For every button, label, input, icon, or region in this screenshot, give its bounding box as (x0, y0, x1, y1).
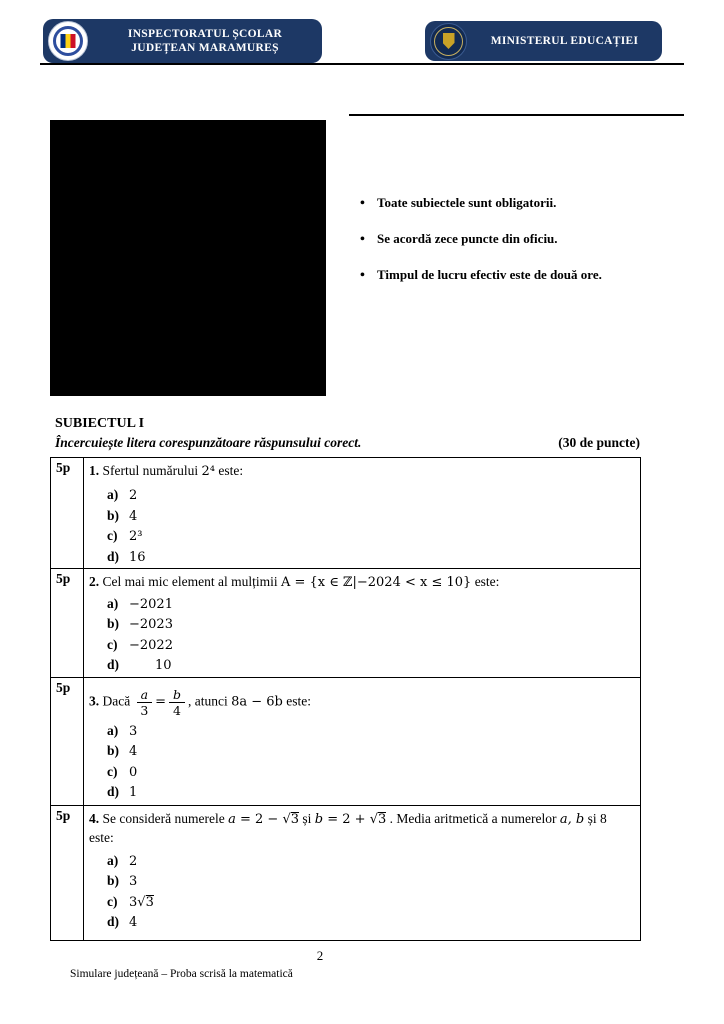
option-value: 2 (129, 853, 138, 869)
radicand: 3 (290, 811, 300, 827)
answer-options (107, 852, 634, 932)
option-letter: a) (107, 487, 119, 502)
option-letter: a) (107, 852, 119, 868)
math-expression: 2⁴ (201, 464, 215, 479)
option-letter: c) (107, 636, 118, 652)
section-instruction: Încercuiește litera corespunzătoare răspunsului corect. (55, 435, 362, 450)
answer-option (107, 636, 634, 654)
radical-sign: √ (282, 811, 291, 827)
answer-option (107, 742, 634, 760)
answer-options (107, 722, 634, 802)
exam-rules-list (360, 193, 672, 301)
math-expression: A = {x ∈ ℤ|−2024 < x ≤ 10} (280, 575, 472, 590)
answer-option (107, 722, 634, 740)
exam-rule-item: • Se acordă zece puncte din oficiu. (360, 229, 672, 250)
exam-rule-item: • Timpul de lucru efectiv este de două ore. (360, 265, 672, 286)
answer-options (107, 486, 634, 566)
inspectorate-name (88, 27, 322, 55)
option-value: 16 (129, 549, 146, 565)
fraction-numerator: a (137, 688, 152, 703)
math-variable: a, b (559, 811, 585, 827)
government-logo-icon (430, 23, 467, 60)
answer-option (107, 656, 634, 674)
answer-option (107, 507, 634, 525)
section-heading (55, 414, 640, 452)
answer-option (107, 893, 634, 911)
romanian-flag-icon (61, 34, 76, 48)
option-value: 3 (129, 874, 138, 889)
header-divider (40, 63, 684, 65)
option-value: 1 (129, 785, 138, 800)
answer-option (107, 852, 634, 870)
radicand: 3 (145, 894, 154, 910)
question-row-4 (51, 805, 641, 940)
answer-option (107, 913, 634, 931)
question-number: 2. (89, 574, 100, 589)
question-number: 1. (89, 463, 100, 478)
option-letter: a) (107, 722, 119, 738)
radical-sign: √ (137, 894, 146, 910)
inspectorate-logo-icon (48, 21, 88, 61)
points-cell: 5p (51, 677, 84, 805)
answer-option (107, 527, 634, 545)
points-cell: 5p (51, 805, 84, 940)
option-value: 2 (129, 488, 138, 503)
question-number: 4. (89, 810, 100, 826)
inspectorate-name-line1: INSPECTORATUL ȘCOLAR (127, 28, 283, 40)
option-value: 3√3 (129, 894, 154, 910)
option-letter: d) (107, 657, 120, 672)
square-root (282, 811, 299, 826)
inspectorate-badge (43, 19, 322, 63)
answer-option (107, 486, 634, 504)
question-number: 3. (89, 693, 100, 709)
points-cell: 5p (51, 569, 84, 678)
option-letter: c) (107, 528, 118, 543)
option-letter: a) (107, 595, 119, 611)
fraction (169, 688, 185, 717)
option-letter: b) (107, 873, 120, 888)
answer-options (107, 595, 634, 675)
answer-option (107, 595, 634, 613)
question-text: 1. Sfertul numărului 2⁴ este: (89, 463, 244, 479)
option-letter: b) (107, 507, 120, 523)
option-letter: d) (107, 914, 120, 929)
option-value: 4 (129, 915, 138, 930)
footer-note: Simulare județeană – Proba scrisă la matematică (70, 968, 293, 980)
page-number: 2 (316, 948, 324, 963)
fraction-denominator: 4 (173, 702, 181, 718)
question-row-1 (51, 458, 641, 569)
option-value: 10 (155, 658, 172, 673)
inspectorate-name-line2: JUDEȚEAN MARAMUREȘ (131, 42, 279, 54)
answer-option (107, 763, 634, 781)
question-cell (84, 569, 641, 678)
math-variable: a (228, 811, 236, 827)
option-letter: b) (107, 616, 120, 631)
ministry-badge (425, 21, 662, 61)
option-letter: c) (107, 763, 118, 779)
math-variable: b (314, 811, 324, 827)
answer-option (107, 872, 634, 890)
option-value: 4 (129, 508, 138, 524)
square-root (137, 895, 154, 910)
questions-table (50, 457, 641, 941)
option-letter: c) (107, 893, 118, 909)
option-value: 2³ (129, 529, 143, 544)
section-points: (30 de puncte) (558, 435, 640, 450)
answer-option (107, 615, 634, 633)
question-text: 2. Cel mai mic element al mulțimii A = {x ∈ ℤ|−2024 < x ≤ 10} este: (89, 574, 500, 590)
fraction-denominator: 3 (140, 702, 149, 718)
fraction-numerator: b (169, 688, 185, 703)
option-letter: d) (107, 784, 120, 799)
option-value: 3 (129, 723, 138, 739)
equals-sign: = (155, 694, 166, 710)
ministry-name: MINISTERUL EDUCAȚIEI (490, 35, 639, 47)
radicand: 3 (378, 811, 387, 827)
option-value: −2022 (129, 637, 173, 653)
question-text: 4. Se consideră numerele a = 2 − √3 și b = 2 + √3 . Media aritmetică a numerelor a, b și 8 este: (89, 810, 607, 845)
question-text: 3. Dacă $\frac{a}{3}$ = $\frac{b}{4}$ , atunci 8a − 6b este: (89, 686, 312, 718)
content-divider (349, 114, 684, 116)
fraction (137, 688, 152, 717)
option-letter: b) (107, 743, 120, 758)
redacted-image-block (50, 120, 326, 396)
option-letter: d) (107, 548, 120, 564)
option-value: 0 (129, 764, 138, 780)
radical-sign: √ (369, 811, 378, 827)
question-cell (84, 458, 641, 569)
exam-rule-item: • Toate subiectele sunt obligatorii. (360, 193, 672, 214)
square-root (370, 811, 387, 826)
answer-option (107, 783, 634, 801)
question-row-2 (51, 569, 641, 678)
option-value: −2023 (129, 617, 173, 632)
question-row-3 (51, 677, 641, 805)
section-title: SUBIECTUL I (55, 416, 145, 431)
option-value: 4 (129, 744, 138, 759)
points-cell: 5p (51, 458, 84, 569)
question-cell (84, 805, 641, 940)
option-value: −2021 (129, 596, 173, 612)
math-expression: 8a − 6b (231, 694, 283, 710)
answer-option (107, 548, 634, 566)
question-cell (84, 677, 641, 805)
